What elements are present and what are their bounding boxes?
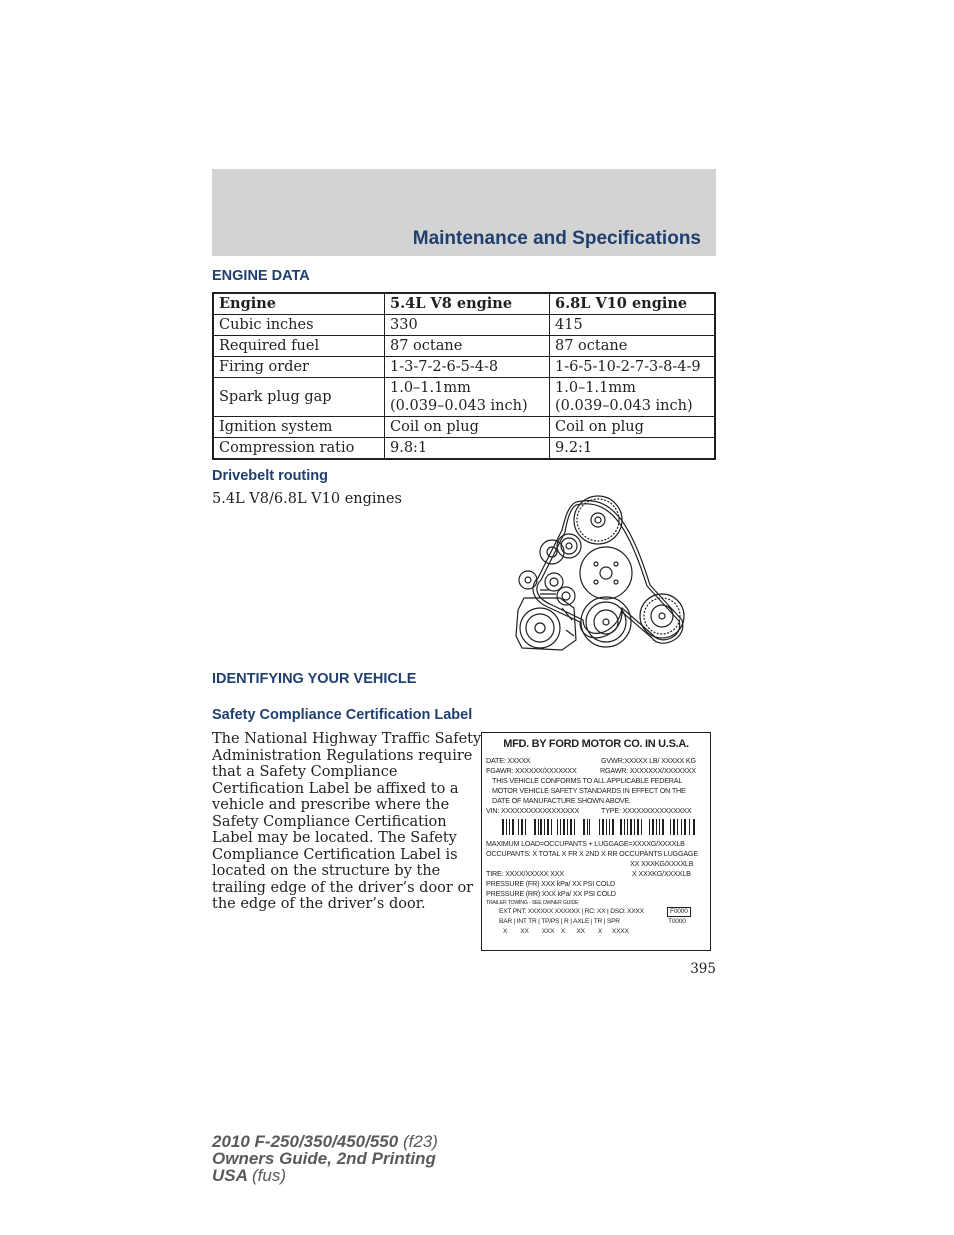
table-cell: 87 octane (550, 336, 716, 357)
footer (212, 1133, 438, 1184)
table-cell: Spark plug gap (213, 378, 385, 417)
label-title: MFD. BY FORD MOTOR CO. IN U.S.A. (503, 738, 689, 750)
paragraph-line: Administration Regulations require (212, 747, 473, 764)
label-type: TYPE: XXXXXXXXXXXXXXX (601, 806, 692, 815)
barcode-icon (502, 819, 697, 835)
table-cell: Compression ratio (213, 438, 385, 460)
table-cell: Coil on plug (550, 417, 716, 438)
label-conform-3: DATE OF MANUFACTURE SHOWN ABOVE. (492, 796, 631, 805)
table-cell: 9.2:1 (550, 438, 716, 460)
label-code-t: T0000 (668, 918, 686, 925)
page-number: 395 (690, 961, 716, 977)
paragraph-line: Label may be located. The Safety (212, 830, 457, 846)
footer-market: USA (212, 1166, 248, 1185)
paragraph-line: Compliance Certification Label is (212, 846, 458, 863)
label-gvwr: GVWR:XXXXX LB/ XXXXX KG (601, 756, 696, 765)
cert-label-heading: Safety Compliance Certification Label (212, 707, 473, 723)
label-pressure-rear: PRESSURE (RR) XXX kPa/ XX PSI COLD (486, 889, 616, 898)
table-cell (385, 378, 550, 417)
label-tire-values: X XXXKG/XXXXLB (632, 869, 691, 878)
label-max-load: MAXIMUM LOAD=OCCUPANTS + LUGGAGE=XXXXG/XXXXLB (486, 839, 685, 848)
header-band (212, 169, 716, 256)
label-values-row: X XX XXX X XX X XXXX (503, 928, 629, 935)
table-row (213, 438, 715, 460)
paragraph-line: vehicle and prescribe where the (212, 797, 450, 813)
label-conform-2: MOTOR VEHICLE SAFETY STANDARDS IN EFFECT ON THE (492, 786, 686, 795)
label-occupant-values: XX XXXKG/XXXXLB (630, 859, 694, 868)
table-cell: 1-3-7-2-6-5-4-8 (385, 357, 550, 378)
label-occupants: OCCUPANTS: X TOTAL X FR X 2ND X RR OCCUPANTS LUGGAGE (486, 849, 698, 858)
paragraph-line: Safety Compliance Certification (212, 813, 447, 830)
label-trailer-towing: TRAILER TOWING - SEE OWNER GUIDE (486, 900, 579, 906)
footer-model: 2010 F-250/350/450/550 (212, 1132, 399, 1151)
table-row (213, 417, 715, 438)
label-tire: TIRE: XXXX/XXXXX XXX (486, 869, 564, 878)
table-cell: Ignition system (213, 417, 385, 438)
table-cell: Cubic inches (213, 315, 385, 336)
table-cell: Firing order (213, 357, 385, 378)
table-row (213, 378, 715, 417)
engine-data-table (212, 292, 716, 460)
table-row (213, 336, 715, 357)
footer-market-code: (fus) (252, 1166, 286, 1185)
label-date: DATE: XXXXX (486, 756, 531, 765)
certification-label (481, 732, 711, 951)
page-title: Maintenance and Specifications (412, 228, 701, 249)
engine-data-heading: ENGINE DATA (212, 268, 310, 284)
table-cell: 87 octane (385, 336, 550, 357)
gap-inch: (0.039–0.043 inch) (555, 398, 693, 414)
column-header: 5.4L V8 engine (385, 293, 550, 315)
drivebelt-caption: 5.4L V8/6.8L V10 engines (212, 491, 402, 507)
label-conform-1: THIS VEHICLE CONFORMS TO ALL APPLICABLE FEDERAL (492, 776, 683, 785)
label-pressure-front: PRESSURE (FR) XXX kPa/ XX PSI COLD (486, 879, 615, 888)
table-cell: 330 (385, 315, 550, 336)
paragraph-line: located on the structure by the (212, 863, 441, 879)
drivebelt-diagram (510, 490, 690, 658)
paragraph-line: trailing edge of the driver’s door or (212, 879, 474, 896)
column-header: 6.8L V10 engine (550, 293, 716, 315)
paragraph-line: that a Safety Compliance (212, 764, 398, 780)
table-cell: 415 (550, 315, 716, 336)
table-cell: Required fuel (213, 336, 385, 357)
table-cell: 1-6-5-10-2-7-3-8-4-9 (550, 357, 716, 378)
gap-mm: 1.0–1.1mm (555, 380, 636, 396)
identify-heading: IDENTIFYING YOUR VEHICLE (212, 671, 417, 687)
paragraph-line: the edge of the driver’s door. (212, 896, 426, 912)
drivebelt-heading: Drivebelt routing (212, 468, 329, 484)
label-code-f: F0000 (667, 907, 691, 917)
label-fgawr: FGAWR: XXXXXX/XXXXXXX (486, 766, 577, 775)
cert-paragraph (212, 731, 482, 913)
table-row (213, 315, 715, 336)
paragraph-line: The National Highway Traffic Safety (212, 731, 482, 747)
table-cell: Coil on plug (385, 417, 550, 438)
label-vin: VIN: XXXXXXXXXXXXXXXXX (486, 806, 580, 815)
label-rgawr: RGAWR: XXXXXXX/XXXXXXX (600, 766, 696, 775)
column-header: Engine (213, 293, 385, 315)
label-ext-pnt: EXT PNT: XXXXXX XXXXXX | RC: XX | DSO: XXXX (499, 908, 644, 915)
footer-guide: Owners Guide, 2nd Printing (212, 1149, 436, 1168)
table-cell (550, 378, 716, 417)
footer-model-code: (f23) (402, 1132, 438, 1151)
gap-mm: 1.0–1.1mm (390, 380, 471, 396)
paragraph-line: Certification Label be affixed to a (212, 780, 459, 797)
label-codes-row: BAR | INT TR | TP/PS | R | AXLE | TR | SPR (499, 918, 620, 925)
gap-inch: (0.039–0.043 inch) (390, 398, 528, 414)
table-cell: 9.8:1 (385, 438, 550, 460)
table-row (213, 357, 715, 378)
table-header-row (213, 293, 715, 315)
